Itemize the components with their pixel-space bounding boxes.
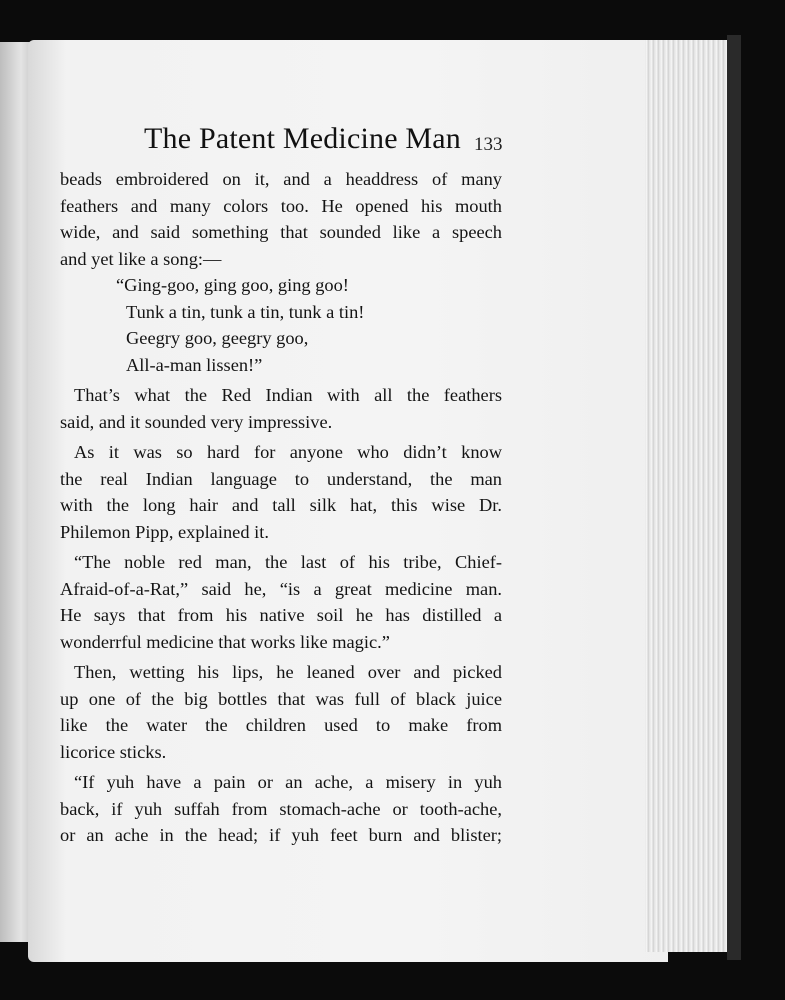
text-line: said, and it sounded very impressive. (60, 411, 333, 432)
text-line: “The noble red man, the last of his tribe, Chief- (74, 552, 502, 572)
verse-line: Tunk a tin, tunk a tin, tunk a tin! (126, 301, 365, 322)
text-line: Philemon Pipp, explained it. (60, 521, 269, 542)
page-number: 133 (474, 134, 503, 155)
text-line: Then, wetting his lips, he leaned over and picked (74, 662, 502, 682)
text-line: wonderrful medicine that works like magic.” (60, 631, 390, 652)
verse-line: Geegry goo, geegry goo, (126, 328, 309, 348)
text-line: He says that from his native soil he has distilled a (60, 605, 502, 625)
text-line: feathers and many colors too. He opened his mouth (60, 195, 502, 216)
running-title: The Patent Medicine Man (144, 122, 462, 155)
text-line: beads embroidered on it, and a headdress of many (60, 169, 502, 189)
body-text (60, 166, 502, 849)
text-line: up one of the big bottles that was full of black juice (60, 688, 502, 709)
text-line: wide, and said something that sounded like a speech (60, 222, 502, 242)
text-line: back, if yuh suffah from stomach-ache or tooth-ache, (60, 798, 502, 819)
text-line: like the water the children used to make from (60, 715, 502, 735)
book-cover-edge (727, 35, 741, 960)
text-line: “If yuh have a pain or an ache, a misery in yuh (74, 772, 502, 792)
text-line: the real Indian language to understand, the man (60, 468, 502, 489)
text-line: and yet like a song:— (60, 248, 222, 269)
text-line: licorice sticks. (60, 741, 167, 762)
text-line: Afraid-of-a-Rat,” said he, “is a great medicine man. (60, 578, 502, 599)
page-edges (645, 40, 730, 952)
verse-line: All-a-man lissen!” (126, 354, 263, 375)
text-line: As it was so hard for anyone who didn’t know (74, 442, 502, 462)
left-page-edge (0, 42, 30, 942)
verse-line: “Ging-goo, ging goo, ging goo! (116, 275, 349, 295)
page-header (144, 122, 514, 158)
text-line: or an ache in the head; if yuh feet burn and blister; (60, 825, 502, 845)
text-line: That’s what the Red Indian with all the feathers (74, 385, 502, 405)
text-line: with the long hair and tall silk hat, this wise Dr. (60, 495, 502, 515)
